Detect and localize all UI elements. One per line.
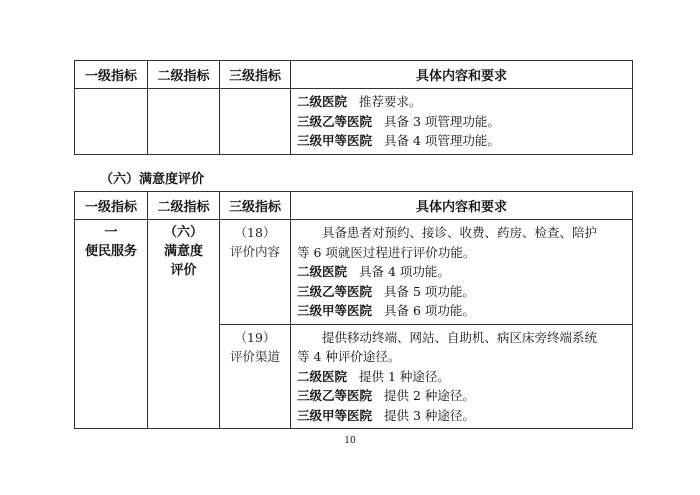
tertiary-name: 评价渠道: [229, 348, 280, 364]
description-line: 等 4 种评价途径。: [297, 349, 401, 364]
requirement-text: 推荐要求。: [359, 94, 422, 109]
hospital-level: 二级医院: [297, 94, 348, 109]
requirement-line: [297, 406, 626, 426]
requirement-line: [297, 301, 626, 321]
header-secondary-indicator: 二级指标: [148, 192, 220, 220]
hospital-level: 二级医院: [297, 368, 348, 384]
table-row: [75, 220, 633, 325]
requirement-text: 具备 6 项功能。: [384, 303, 475, 318]
secondary-number: （六）: [163, 225, 203, 240]
requirement-text: 具备 4 项功能。: [359, 264, 450, 279]
secondary-name-line1: 满意度: [163, 244, 203, 259]
tertiary-number: （19）: [234, 329, 276, 345]
hospital-level: 三级甲等医院: [297, 303, 373, 318]
content-cell: [291, 324, 633, 429]
description-line: 具备患者对预约、接诊、收费、药房、检查、陪护: [322, 225, 598, 240]
requirement-line: [297, 262, 626, 282]
table-row: [75, 89, 633, 155]
hospital-level: 三级甲等医院: [297, 407, 373, 423]
secondary-indicator-cell: [148, 220, 220, 429]
secondary-name-line2: 评价: [170, 263, 197, 278]
section-title: （六）满意度评价: [100, 172, 205, 187]
header-tertiary-indicator: 三级指标: [220, 61, 291, 89]
page-number: 10: [344, 436, 356, 446]
requirement-line: [297, 367, 626, 387]
requirement-line: [297, 92, 626, 112]
header-row: [75, 61, 633, 89]
primary-dash: 一: [104, 225, 118, 240]
header-content: 具体内容和要求: [291, 61, 633, 89]
requirement-line: [297, 282, 626, 302]
table-satisfaction: [74, 191, 633, 429]
content-cell: [291, 220, 633, 325]
requirement-text: 提供 2 种途径。: [384, 388, 475, 403]
hospital-level: 三级乙等医院: [297, 388, 373, 403]
primary-indicator: 便民服务: [84, 244, 137, 259]
empty-cell: [148, 89, 220, 155]
header-tertiary-indicator: 三级指标: [220, 192, 291, 220]
tertiary-name: 评价内容: [229, 244, 280, 259]
requirement-text: 具备 5 项功能。: [384, 283, 475, 299]
empty-cell: [75, 89, 148, 155]
requirement-line: [297, 131, 626, 151]
hospital-level: 三级乙等医院: [297, 283, 373, 299]
requirement-text: 具备 4 项管理功能。: [384, 133, 500, 148]
requirement-line: [297, 386, 626, 406]
requirement-text: 具备 3 项管理功能。: [384, 113, 500, 129]
table-continued: [74, 60, 633, 155]
tertiary-indicator-cell: [220, 220, 291, 325]
tertiary-number: （18）: [234, 225, 276, 240]
content-cell: [291, 89, 633, 155]
tertiary-indicator-cell: [220, 324, 291, 429]
empty-cell: [220, 89, 291, 155]
header-primary-indicator: 一级指标: [75, 192, 148, 220]
requirement-text: 提供 1 种途径。: [359, 368, 450, 384]
description-line: 等 6 项就医过程进行评价功能。: [297, 244, 476, 260]
hospital-level: 三级乙等医院: [297, 113, 373, 129]
header-content: 具体内容和要求: [291, 192, 633, 220]
requirement-line: [297, 112, 626, 132]
header-primary-indicator: 一级指标: [75, 61, 148, 89]
hospital-level: 三级甲等医院: [297, 133, 373, 148]
header-row: [75, 192, 633, 220]
header-secondary-indicator: 二级指标: [148, 61, 220, 89]
description-line: 提供移动终端、网站、自助机、病区床旁终端系统: [322, 329, 598, 345]
requirement-text: 提供 3 种途径。: [384, 407, 475, 423]
hospital-level: 二级医院: [297, 264, 348, 279]
primary-indicator-cell: [75, 220, 148, 429]
